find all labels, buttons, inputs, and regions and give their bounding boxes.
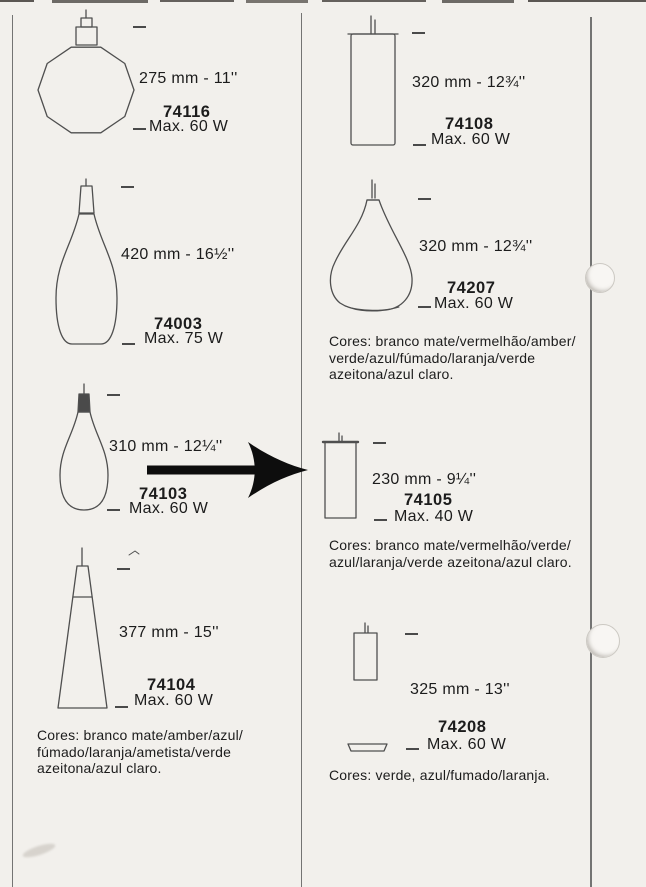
leader-dash [373,442,386,444]
max-wattage: Max. 60 W [434,295,514,312]
scan-smudge [322,0,426,2]
leader-dash [121,186,134,188]
dimension-label: 377 mm - 15'' [119,624,219,641]
max-wattage: Max. 60 W [427,736,507,753]
leader-dash [412,32,425,34]
highlight-arrow-icon [145,440,313,500]
cores-text-74208 [329,767,550,784]
punch-hole [586,624,620,658]
leader-dash [133,26,146,28]
model-number: 74104 [147,676,196,694]
scan-smudge [442,0,514,3]
cores-text-74207 [329,333,576,383]
model-number: 74105 [404,491,453,509]
leader-dash [107,509,120,511]
scan-smudge [160,0,234,2]
lamp-74003-drawing [50,175,130,350]
scan-smudge [528,0,646,2]
dimension-label: 320 mm - 12¾'' [419,238,533,255]
leader-dash [418,198,431,200]
dimension-label: 325 mm - 13'' [410,681,510,698]
leader-dash [406,748,419,750]
max-wattage: Max. 60 W [134,692,214,709]
scan-blot [21,841,56,860]
lamp-74116-drawing [35,8,140,140]
model-number: 74108 [445,115,494,133]
scan-smudge [246,0,308,3]
leader-dash [117,568,130,570]
leader-dash [107,394,120,396]
dimension-label: 420 mm - 16½'' [121,246,235,263]
cores-line: Cores: branco mate/vermelhão/amber/ [329,333,576,349]
lamp-74108-drawing [345,12,405,148]
max-wattage: Max. 60 W [431,131,511,148]
cores-line: azeitona/azul claro. [37,760,162,776]
model-number: 74207 [447,279,496,297]
model-number: 74116 [163,103,211,121]
cores-text-left [37,727,243,777]
cores-text-74105 [329,537,572,570]
model-number: 74208 [438,718,487,736]
leader-dash [115,706,128,708]
cores-line: verde/azul/fúmado/laranja/verde [329,349,536,366]
leader-dash [418,306,431,308]
model-number: 74103 [139,485,188,503]
right-page-rule [590,17,592,887]
max-wattage: Max. 60 W [149,118,229,135]
dimension-label: 230 mm - 9¼'' [372,471,477,488]
left-page-rule [12,15,13,887]
cores-line: fúmado/laranja/ametista/verde [37,743,232,760]
dimension-label: 310 mm - 12¼'' [109,438,223,455]
cores-line: Cores: branco mate/vermelhão/verde/ [329,537,571,553]
leader-dash [405,633,418,635]
model-number: 74003 [154,315,203,333]
cores-line: azul/laranja/verde azeitona/azul claro. [329,553,572,570]
scan-smudge [52,0,148,3]
lamp-74208-drawing [320,618,415,758]
leader-dash [374,519,387,521]
max-wattage: Max. 40 W [394,508,474,525]
max-wattage: Max. 75 W [144,330,224,347]
dimension-label: 320 mm - 12¾'' [412,74,526,91]
leader-dash [133,128,146,130]
dimension-label: 275 mm - 11'' [139,70,238,87]
leader-dash [413,144,426,146]
cores-line: Cores: verde, azul/fumado/laranja. [329,767,550,783]
cores-line: Cores: branco mate/amber/azul/ [37,727,243,743]
punch-hole [585,263,615,293]
max-wattage: Max. 60 W [129,500,209,517]
scan-smudge [0,0,34,2]
lamp-74103-drawing [55,382,115,515]
lamp-74207-drawing [325,178,420,318]
leader-dash [122,343,135,345]
cores-line: azeitona/azul claro. [329,366,454,382]
